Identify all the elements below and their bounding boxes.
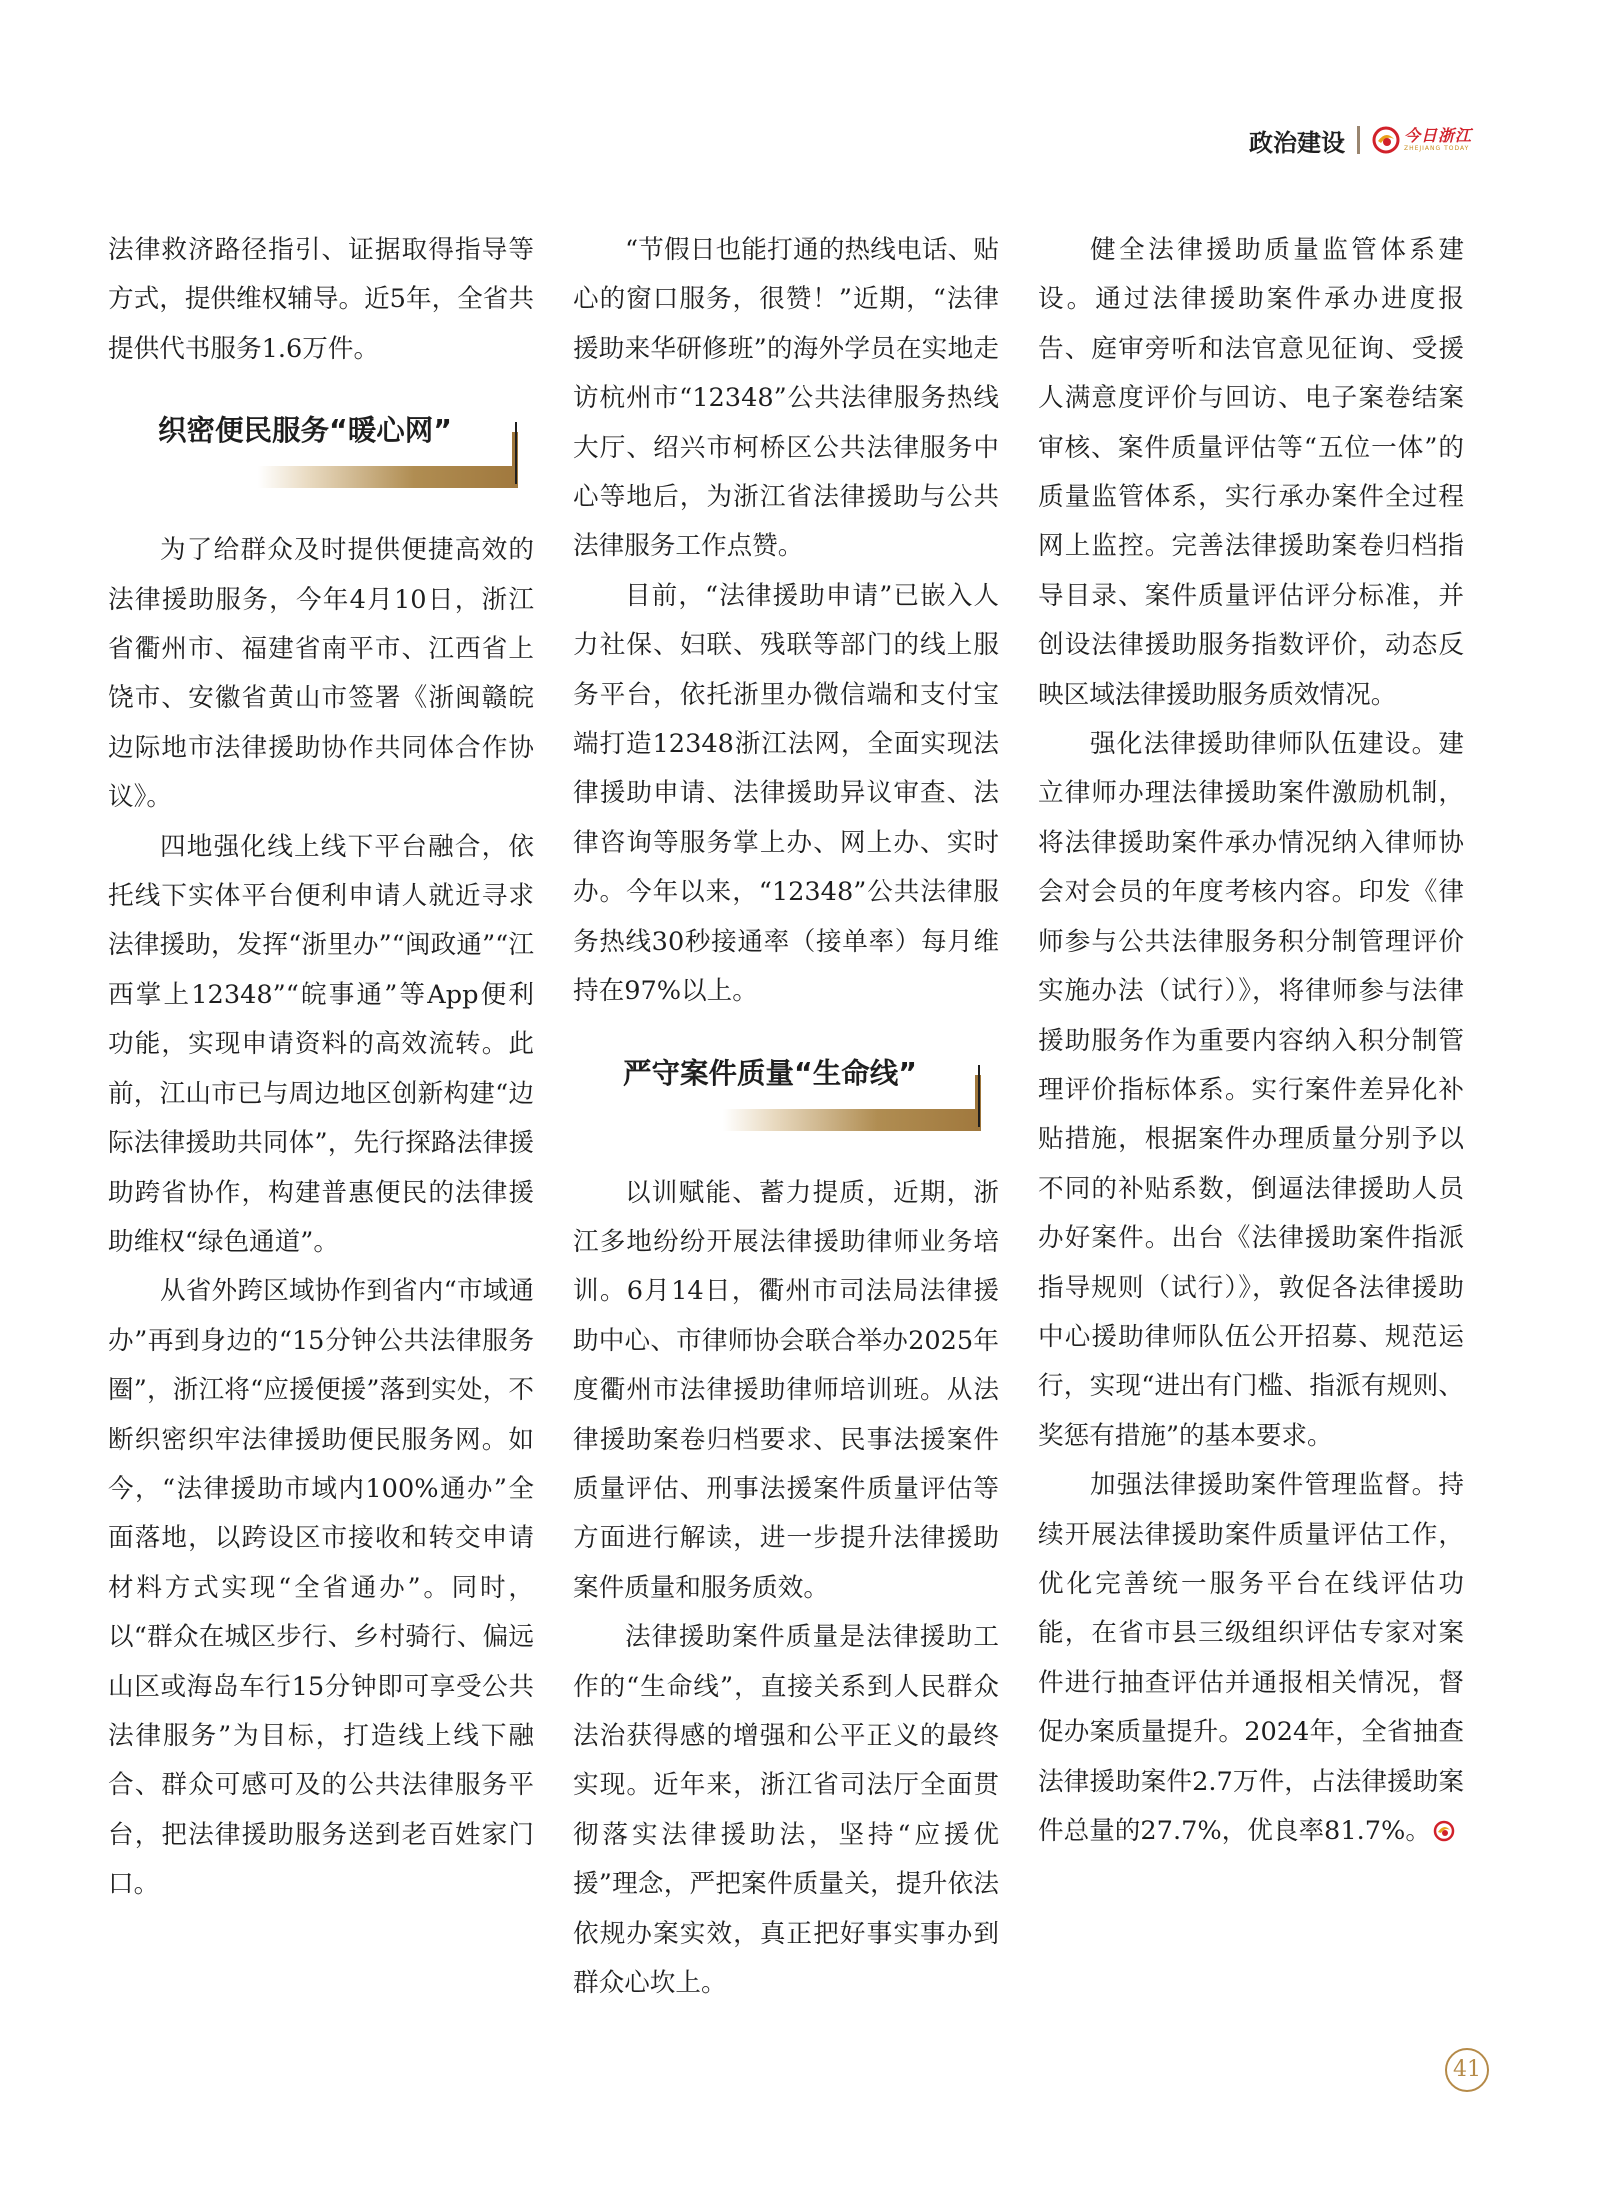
header-divider [1357,126,1360,154]
heading-rule [515,422,517,484]
column-3 [1038,226,1464,1856]
paragraph: 为了给群众及时提供便捷高效的法律援助服务，今年4月10日，浙江省衢州市、福建省南平市、江西省上饶市、安徽省黄山市签署《浙闽赣皖边际地市法律援助协作共同体合作协议》。 [108,535,534,813]
paragraph: 法律援助案件质量是法律援助工作的“生命线”，直接关系到人民群众法治获得感的增强和公平正义的最终实现。近年来，浙江省司法厅全面贯彻落实法律援助法，坚持“应援优援”理念，严把案件质量关，提升依法依规办案实效，真正把好事实事办到群众心坎上。 [573,1622,999,1998]
article-end-icon [1433,1820,1455,1842]
paragraph: 目前，“法律援助申请”已嵌入人力社保、妇联、残联等部门的线上服务平台，依托浙里办微信端和支付宝端打造12348浙江法网，全面实现法律援助申请、法律援助异议审查、法律咨询等服务掌上办、网上办、实时办。今年以来，“12348”公共法律服务热线30秒接通率（接单率）每月维持在97%以上。 [573,580,999,1007]
heading-gold-band [258,466,518,488]
page-header [1249,118,1472,162]
logo-swirl-icon [1372,126,1400,154]
page-number: 41 [1445,2048,1489,2092]
heading-gold-band [723,1109,981,1131]
paragraph: 强化法律援助律师队伍建设。建立律师办理法律援助案件激励机制，将法律援助案件承办情况纳入律师协会对会员的年度考核内容。印发《律师参与公共法律服务积分制管理评价实施办法（试行）》，将律师参与法律援助服务作为重要内容纳入积分制管理评价指标体系。实行案件差异化补贴措施，根据案件办理质量分别予以不同的补贴系数，倒逼法律援助人员办好案件。出台《法律援助案件指派指导规则（试行）》，敦促各法律援助中心援助律师队伍公开招募、规范运行，实现“进出有门槛、指派有规则、奖惩有措施”的基本要求。 [1038,729,1464,1451]
paragraph: 法律救济路径指引、证据取得指导等方式，提供维权辅导。近5年，全省共提供代书服务1.6万件。 [108,235,534,364]
paragraph: 从省外跨区域协作到省内“市域通办”再到身边的“15分钟公共法律服务圈”，浙江将“应援便援”落到实处，不断织密织牢法律援助便民服务网。如今，“法律援助市域内100%通办”全面落地，以跨设区市接收和转交申请材料方式实现“全省通办”。同时，以“群众在城区步行、乡村骑行、偏远山区或海岛车行15分钟即可享受公共法律服务”为目标，打造线上线下融合、群众可感可及的公共法律服务平台，把法律援助服务送到老百姓家门口。 [108,1276,534,1900]
section-name: 政治建设 [1248,128,1345,157]
paragraph: 四地强化线上线下平台融合，依托线下实体平台便利申请人就近寻求法律援助，发挥“浙里办”“闽政通”“江西掌上12348”“皖事通”等App便利功能，实现申请资料的高效流转。此前，江山市已与周边地区创新构建“边际法律援助共同体”，先行探路法律援助跨省协作，构建普惠便民的法律援助维权“绿色通道”。 [108,831,534,1257]
paragraph: 以训赋能、蓄力提质，近期，浙江多地纷纷开展法律援助律师业务培训。6月14日，衢州市司法局法律援助中心、市律师协会联合举办2025年度衢州市法律援助律师培训班。从法律援助案卷归档要求、民事法援案件质量评估、刑事法援案件质量评估等方面进行解读，进一步提升法律援助案件质量和服务质效。 [573,1177,999,1603]
magazine-logo [1372,126,1472,154]
paragraph: “节假日也能打通的热线电话、贴心的窗口服务，很赞！”近期，“法律援助来华研修班”的海外学员在实地走访杭州市“12348”公共法律服务热线大厅、绍兴市柯桥区公共法律服务中心等地后，为浙江省法律援助与公共法律服务工作点赞。 [573,235,999,562]
column-1 [108,226,534,1910]
section-heading: 严守案件质量“生命线” [623,1056,917,1090]
section-heading: 织密便民服务“暖心网” [158,414,452,448]
section-heading-block [108,400,534,508]
paragraph-text: 加强法律援助案件管理监督。持续开展法律援助案件质量评估工作，优化完善统一服务平台在线评估功能，在省市县三级组织评估专家对案件进行抽查评估并通报相关情况，督促办案质量提升。2024年，全省抽查法律援助案件2.7万件，占法律援助案件总量的27.7%，优良率81.7%。 [1038,1470,1464,1846]
column-2 [573,226,999,2008]
logo-text: 今日浙江 [1403,126,1472,145]
logo-subtext: ZHEJIANG TODAY [1403,145,1470,152]
heading-rule [978,1065,980,1127]
paragraph: 健全法律援助质量监管体系建设。通过法律援助案件承办进度报告、庭审旁听和法官意见征询、受援人满意度评价与回访、电子案卷结案审核、案件质量评估等“五位一体”的质量监管体系，实行承办案件全过程网上监控。完善法律援助案卷归档指导目录、案件质量评估评分标准，并创设法律援助服务指数评价，动态反映区域法律援助服务质效情况。 [1038,235,1464,710]
paragraph-last [1038,1461,1464,1856]
section-heading-block [573,1043,999,1151]
